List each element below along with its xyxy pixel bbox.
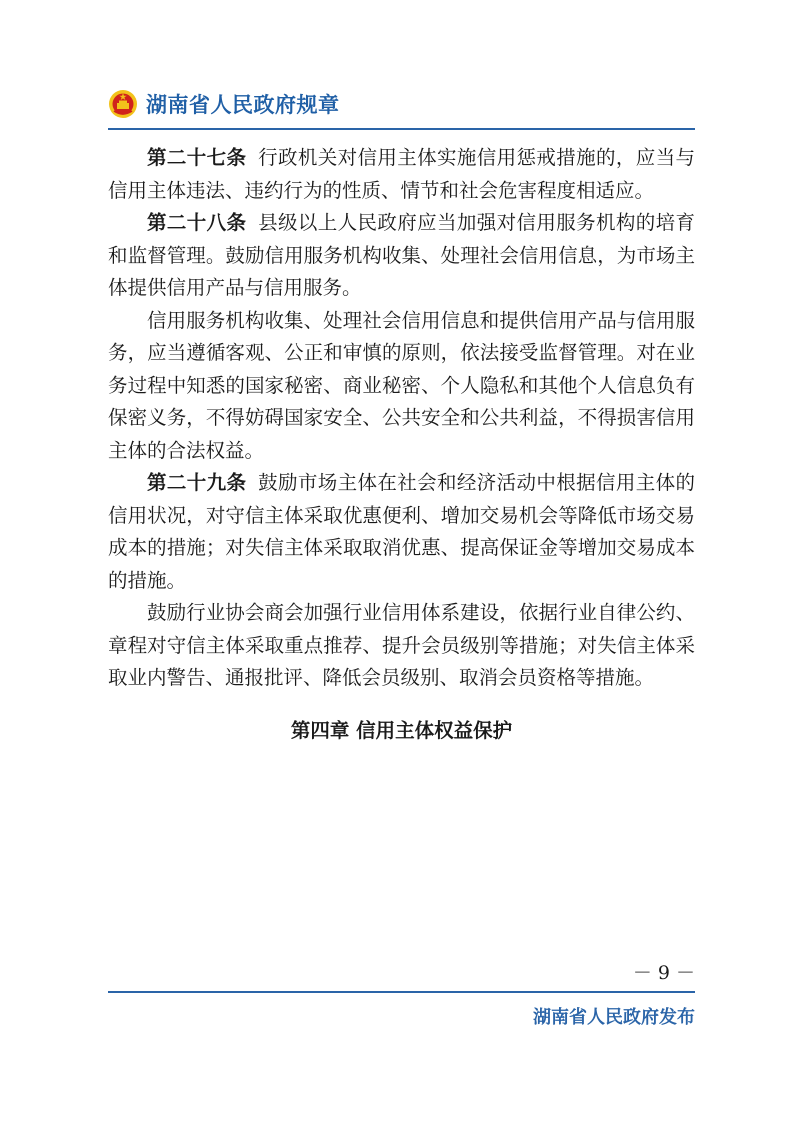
footer-publisher: 湖南省人民政府发布 (533, 1007, 695, 1028)
header-divider (108, 128, 695, 130)
paragraph (108, 467, 695, 597)
article-number: 第二十七条 (147, 146, 247, 169)
page-number: － 9 － (632, 962, 695, 984)
paragraph-text: 行政机关对信用主体实施信用惩戒措施的，应当与信用主体违法、违约行为的性质、情节和社会危害程度相适应。 (108, 146, 695, 202)
page-header (108, 84, 340, 124)
paragraph-text: 县级以上人民政府应当加强对信用服务机构的培育和监督管理。鼓励信用服务机构收集、处理社会信用信息，为市场主体提供信用产品与信用服务。 (108, 211, 695, 299)
paragraph-text: 鼓励市场主体在社会和经济活动中根据信用主体的信用状况，对守信主体采取优惠便利、增加交易机会等降低市场交易成本的措施；对失信主体采取取消优惠、提高保证金等增加交易成本的措施。 (108, 471, 695, 592)
paragraph (108, 207, 695, 305)
national-emblem-icon (108, 89, 138, 119)
footer-divider (108, 991, 695, 993)
paragraph-text: 信用服务机构收集、处理社会信用信息和提供信用产品与信用服务，应当遵循客观、公正和审慎的原则，依法接受监督管理。对在业务过程中知悉的国家秘密、商业秘密、个人隐私和其他个人信息负有保密义务，不得妨碍国家安全、公共安全和公共利益，不得损害信用主体的合法权益。 (108, 308, 695, 462)
chapter-heading: 第四章 信用主体权益保护 (290, 718, 513, 742)
header-title: 湖南省人民政府规章 (146, 93, 340, 117)
paragraph (108, 597, 695, 695)
article-number: 第二十九条 (147, 471, 247, 494)
paragraph (108, 142, 695, 207)
paragraph (108, 305, 695, 468)
paragraph-text: 鼓励行业协会商会加强行业信用体系建设，依据行业自律公约、章程对守信主体采取重点推荐、提升会员级别等措施；对失信主体采取业内警告、通报批评、降低会员级别、取消会员资格等措施。 (108, 601, 695, 689)
article-number: 第二十八条 (147, 211, 247, 234)
document-body (108, 142, 695, 747)
